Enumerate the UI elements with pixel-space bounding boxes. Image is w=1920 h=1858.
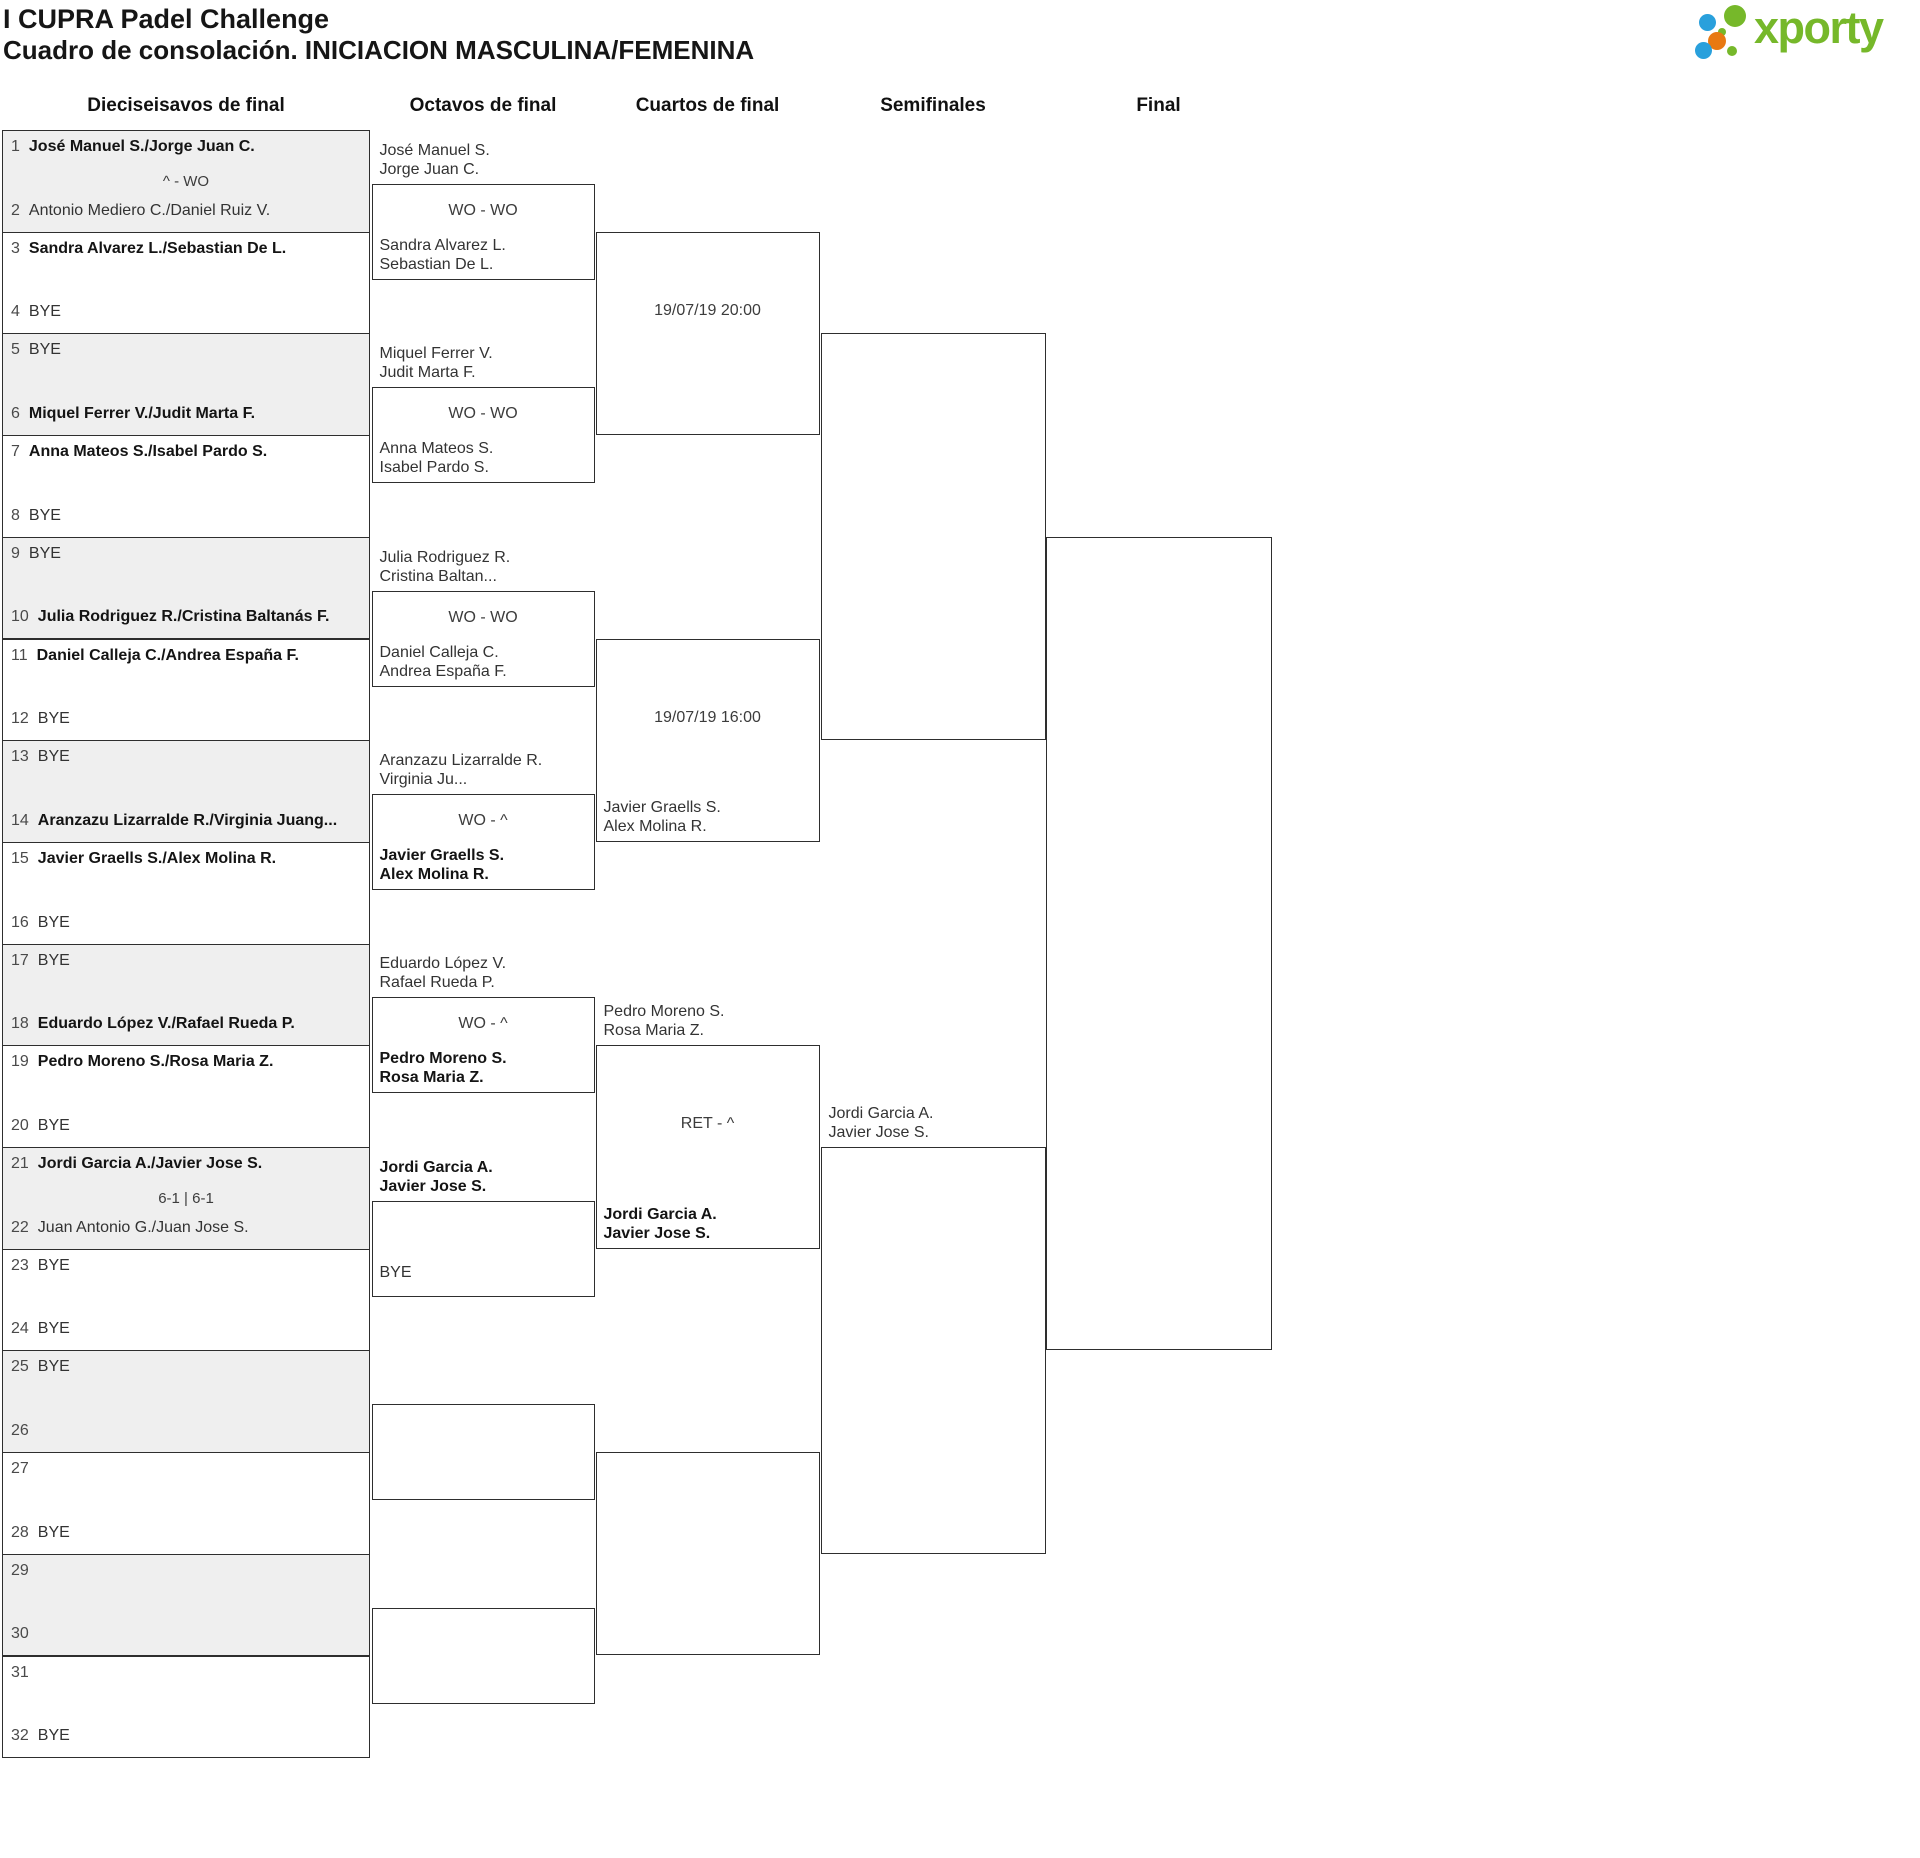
team-name: BYE	[28, 506, 61, 524]
team-name: BYE	[28, 544, 61, 562]
team-name: Miquel Ferrer V./Judit Marta F.	[28, 405, 256, 423]
xporty-logo[interactable]	[1690, 0, 1920, 66]
seed-number: 2	[11, 201, 20, 219]
seed-number: 15	[11, 849, 29, 867]
team-name-line: Sebastian De L.	[379, 255, 494, 273]
team-name: BYE	[37, 1358, 70, 1376]
match-box-qf	[596, 1003, 820, 1248]
team-name: Javier Graells S./Alex Molina R.	[37, 849, 277, 867]
match-score: WO - ^	[458, 1015, 508, 1033]
match-box-r32	[2, 333, 370, 436]
team-name: BYE	[28, 303, 61, 321]
entry-row	[11, 1116, 70, 1136]
seed-number: 25	[11, 1358, 29, 1376]
entry-row	[11, 913, 70, 933]
team-name-line: Eduardo López V.	[379, 955, 507, 973]
team-name-line: Aranzazu Lizarralde R.	[379, 751, 543, 769]
team-name: Pedro Moreno S./Rosa Maria Z.	[37, 1053, 274, 1071]
entry-row	[11, 607, 329, 627]
team-name-line: Jordi Garcia A.	[828, 1105, 934, 1122]
seed-number: 18	[11, 1015, 29, 1033]
team-name: Aranzazu Lizarralde R./Virginia Juang...	[37, 811, 338, 829]
team-name-line: Rosa Maria Z.	[603, 1022, 704, 1040]
match-box-r32	[2, 1350, 370, 1453]
seed-number: 7	[11, 443, 20, 461]
seed-number: 31	[11, 1663, 29, 1681]
advancing-team	[380, 954, 507, 992]
advancing-team	[380, 1158, 493, 1196]
entry-row	[11, 1663, 38, 1683]
entry-row	[11, 709, 70, 729]
team-name-line: Javier Jose S.	[603, 1224, 711, 1242]
entry-row	[11, 1561, 38, 1581]
team-name-line: Virginia Ju...	[379, 770, 468, 788]
entry-row	[11, 1052, 273, 1072]
entry-row	[11, 442, 267, 462]
entry-row	[11, 340, 61, 360]
logo-dot-green-tiny-icon	[1727, 46, 1737, 56]
entry-row	[11, 137, 255, 157]
team-name-line: Cristina Baltan...	[379, 567, 497, 585]
team-name: Juan Antonio G./Juan Jose S.	[37, 1218, 249, 1236]
advancing-team	[380, 1263, 412, 1282]
team-name-line: Pedro Moreno S.	[379, 1050, 507, 1068]
seed-number: 28	[11, 1523, 29, 1541]
match-box-r32	[2, 1045, 370, 1148]
team-name: BYE	[37, 913, 70, 931]
team-name-line: Jorge Juan C.	[379, 160, 480, 178]
page-title: I CUPRA Padel Challenge	[3, 4, 330, 34]
seed-number: 17	[11, 951, 29, 969]
seed-number: 6	[11, 405, 20, 423]
team-name: BYE	[37, 748, 70, 766]
match-box-r32	[2, 740, 370, 843]
match-box-r32	[2, 435, 370, 538]
logo-dot-green-big-icon	[1724, 5, 1746, 27]
advancing-team	[380, 548, 511, 586]
match-box-r32	[2, 1656, 370, 1759]
entry-row	[11, 1624, 38, 1644]
seed-number: 4	[11, 303, 20, 321]
seed-number: 20	[11, 1116, 29, 1134]
team-name-line: Daniel Calleja C.	[379, 643, 499, 661]
team-name: Anna Mateos S./Isabel Pardo S.	[28, 443, 268, 461]
match-box-r32	[2, 842, 370, 945]
team-name: Antonio Mediero C./Daniel Ruiz V.	[28, 201, 271, 219]
team-name-line: Sandra Alvarez L.	[379, 236, 506, 254]
seed-number: 21	[11, 1155, 29, 1172]
team-name: BYE	[37, 951, 70, 969]
team-name: BYE	[28, 341, 61, 359]
advancing-team	[380, 141, 490, 179]
seed-number: 12	[11, 710, 29, 728]
match-box-r32	[2, 232, 370, 335]
seed-number: 32	[11, 1727, 29, 1745]
match-score: WO - ^	[458, 811, 508, 829]
entry-row	[11, 951, 70, 971]
team-name-line: Judit Marta F.	[379, 364, 476, 382]
team-name-line: Anna Mateos S.	[379, 440, 494, 458]
entry-row	[11, 302, 61, 322]
match-box-r16	[372, 141, 595, 280]
seed-number: 16	[11, 913, 29, 931]
team-name-line: Jordi Garcia A.	[379, 1158, 493, 1176]
logo-wordmark: xporty	[1754, 2, 1883, 53]
seed-number: 11	[11, 646, 28, 664]
round-header-1: Octavos de final	[409, 95, 557, 116]
team-name: BYE	[37, 1256, 70, 1274]
team-name: BYE	[37, 1523, 70, 1541]
match-box-r32	[2, 130, 370, 233]
team-name-line: Julia Rodriguez R.	[379, 548, 511, 566]
match-box-sf	[821, 333, 1046, 740]
team-name-line: Pedro Moreno S.	[603, 1003, 725, 1021]
entry-row	[11, 1154, 262, 1174]
match-box-r32	[2, 1554, 370, 1657]
team-name: Sandra Alvarez L./Sebastian De L.	[28, 239, 287, 257]
entry-row	[11, 747, 70, 767]
match-box-r32	[2, 537, 370, 640]
logo-dot-blue-bottom-icon	[1695, 42, 1712, 59]
match-box-r16	[372, 345, 595, 483]
team-name: BYE	[37, 1727, 70, 1745]
seed-number: 19	[11, 1053, 29, 1071]
entry-row	[11, 1459, 38, 1479]
seed-number: 24	[11, 1320, 29, 1338]
entry-row	[11, 239, 286, 259]
team-name-line: Alex Molina R.	[603, 817, 707, 835]
entry-row	[11, 1357, 70, 1377]
match-score: WO - WO	[448, 405, 518, 423]
team-name: BYE	[37, 710, 70, 728]
seed-number: 30	[11, 1625, 29, 1643]
advancing-team	[604, 1002, 725, 1040]
seed-number: 14	[11, 811, 29, 829]
entry-row	[11, 1421, 38, 1441]
entry-row	[11, 1218, 249, 1238]
logo-dot-blue-top-icon	[1699, 14, 1716, 31]
advancing-team	[380, 236, 506, 274]
entry-row	[11, 1726, 70, 1746]
match-box-r16	[372, 751, 595, 890]
seed-number: 29	[11, 1561, 29, 1579]
match-box-qf	[596, 639, 820, 842]
advancing-team	[380, 439, 494, 477]
team-name-line: Andrea España F.	[379, 662, 507, 680]
entry-row	[11, 1256, 70, 1276]
team-name: José Manuel S./Jorge Juan C.	[28, 138, 255, 155]
match-score: 19/07/19 20:00	[654, 301, 761, 319]
seed-number: 22	[11, 1218, 29, 1236]
match-box-r32	[2, 1147, 370, 1250]
match-score: 6-1 | 6-1	[158, 1189, 214, 1207]
team-name-line: Javier Jose S.	[379, 1177, 487, 1195]
team-name: Eduardo López V./Rafael Rueda P.	[37, 1015, 295, 1033]
match-box-qf	[596, 232, 820, 435]
seed-number: 23	[11, 1256, 29, 1274]
match-box-r32	[2, 1249, 370, 1352]
team-name-line: Rafael Rueda P.	[379, 974, 495, 992]
seed-number: 8	[11, 506, 20, 524]
match-box-sf	[821, 1105, 1046, 1554]
advancing-team	[380, 846, 505, 884]
team-name-line: Javier Graells S.	[603, 798, 721, 816]
entry-row	[11, 506, 61, 526]
seed-number: 5	[11, 341, 20, 359]
match-box-r16	[372, 1404, 595, 1500]
entry-row	[11, 849, 276, 869]
team-name-line: Rosa Maria Z.	[379, 1069, 484, 1087]
match-box-final	[1046, 537, 1272, 1351]
entry-row	[11, 1523, 70, 1543]
team-name-line: BYE	[379, 1263, 412, 1281]
team-name-line: Javier Jose S.	[828, 1124, 929, 1141]
round-header-0: Dieciseisavos de final	[87, 95, 285, 116]
match-box-qf	[596, 1452, 820, 1655]
match-box-r32	[2, 1452, 370, 1555]
seed-number: 3	[11, 239, 20, 257]
team-name-line: Javier Graells S.	[379, 846, 505, 864]
entry-row	[11, 1014, 295, 1034]
team-name: Daniel Calleja C./Andrea España F.	[36, 646, 299, 664]
advancing-team	[380, 344, 493, 382]
seed-number: 26	[11, 1422, 29, 1440]
match-score: ^ - WO	[162, 172, 210, 190]
entry-row	[11, 201, 270, 221]
round-header-2: Cuartos de final	[635, 95, 780, 116]
advancing-team	[380, 751, 543, 789]
match-score: WO - WO	[448, 608, 518, 626]
entry-row	[11, 404, 255, 424]
match-box-r32	[2, 639, 370, 742]
team-name: BYE	[37, 1320, 70, 1338]
advancing-team	[604, 1205, 717, 1243]
round-header-4: Final	[1136, 95, 1181, 116]
entry-row	[11, 811, 337, 831]
entry-row	[11, 544, 61, 564]
team-name: BYE	[37, 1116, 70, 1134]
team-name-line: Isabel Pardo S.	[379, 459, 489, 477]
round-header-3: Semifinales	[880, 95, 986, 116]
team-name: Julia Rodriguez R./Cristina Baltanás F.	[37, 608, 330, 626]
match-box-r16	[372, 1608, 595, 1704]
seed-number: 27	[11, 1460, 29, 1478]
match-score: RET - ^	[680, 1115, 735, 1133]
match-box-r32	[2, 944, 370, 1047]
seed-number: 13	[11, 748, 29, 766]
seed-number: 10	[11, 608, 29, 626]
match-score: WO - WO	[448, 201, 518, 219]
advancing-team	[380, 643, 507, 681]
seed-number: 1	[11, 138, 20, 155]
match-box-r16	[372, 1158, 595, 1297]
team-name-line: José Manuel S.	[379, 141, 490, 159]
advancing-team	[829, 1104, 934, 1142]
team-name: Jordi Garcia A./Javier Jose S.	[37, 1155, 263, 1172]
entry-row	[11, 1319, 70, 1339]
match-score: 19/07/19 16:00	[654, 708, 761, 726]
advancing-team	[380, 1049, 507, 1087]
advancing-team	[604, 798, 721, 836]
match-box-r16	[372, 548, 595, 687]
match-box-r16	[372, 955, 595, 1093]
entry-row	[11, 646, 299, 666]
team-name-line: Alex Molina R.	[379, 865, 489, 883]
page-subtitle: Cuadro de consolación. INICIACION MASCULINA/FEMENINA	[3, 35, 755, 65]
seed-number: 9	[11, 544, 20, 562]
team-name-line: Miquel Ferrer V.	[379, 345, 493, 363]
team-name-line: Jordi Garcia A.	[603, 1205, 717, 1223]
